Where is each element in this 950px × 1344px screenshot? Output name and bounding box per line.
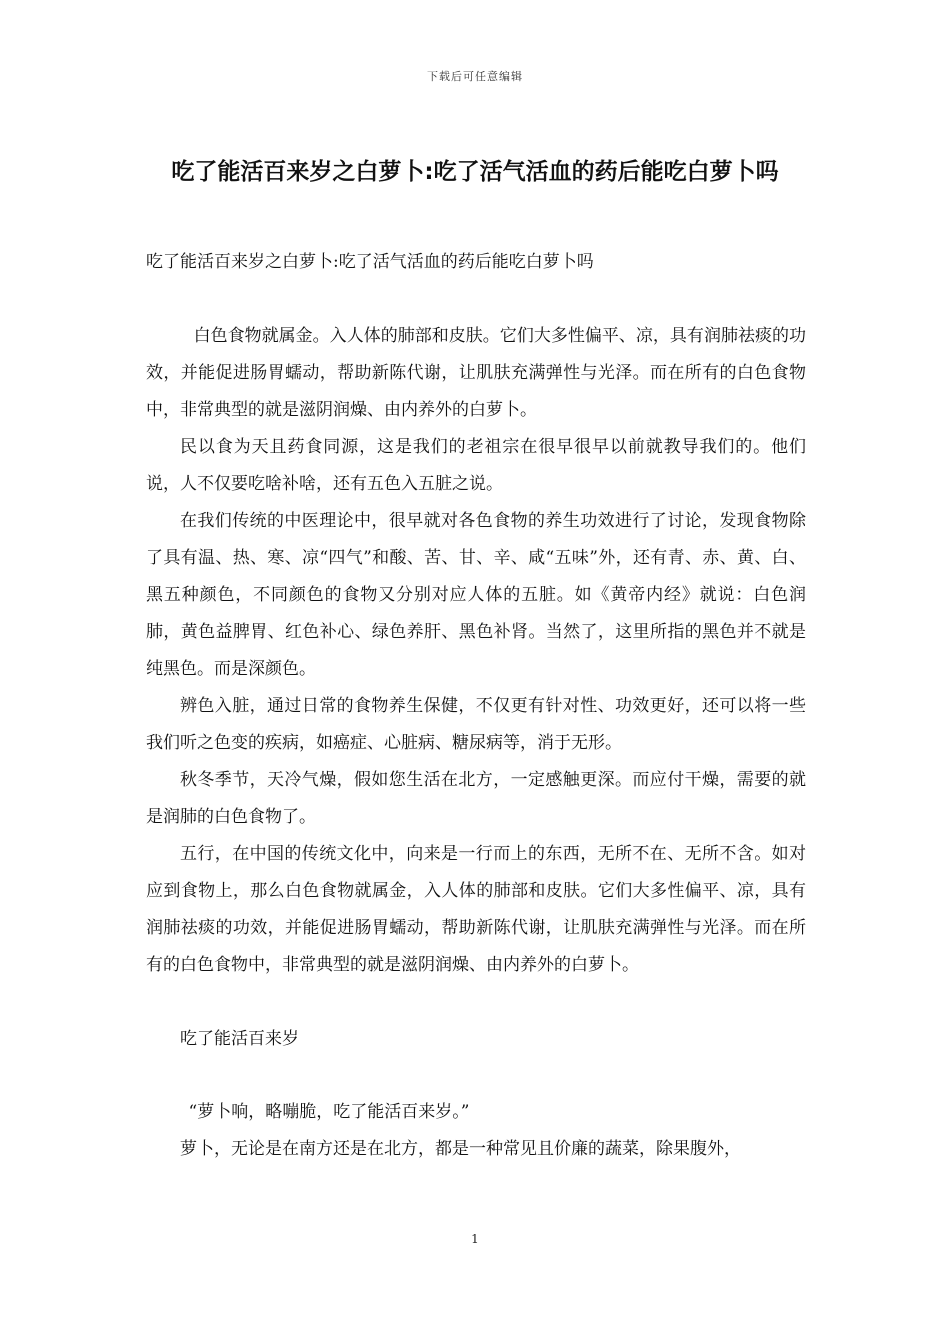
body-paragraph: 白色食物就属金。入人体的肺部和皮肤。它们大多性偏平、凉，具有润肺祛痰的功效，并能促进肠胃蠕动，帮助新陈代谢，让肌肤充满弹性与光泽。而在所有的白色食物中，非常典型的就是滋阴润燥、由内养外的白萝卜。 xyxy=(146,326,806,420)
body-paragraph: 民以食为天且药食同源，这是我们的老祖宗在很早很早以前就教导我们的。他们说，人不仅要吃啥补啥，还有五色入五脏之说。 xyxy=(146,437,806,494)
document-subtitle: 吃了能活百来岁之白萝卜:吃了活气活血的药后能吃白萝卜吗 xyxy=(146,252,594,272)
body-paragraph: 五行，在中国的传统文化中，向来是一行而上的东西，无所不在、无所不含。如对应到食物上，那么白色食物就属金，入人体的肺部和皮肤。它们大多性偏平、凉，具有润肺祛痰的功效，并能促进肠胃蠕动，帮助新陈代谢，让肌肤充满弹性与光泽。而在所有的白色食物中，非常典型的就是滋阴润燥、由内养外的白萝卜。 xyxy=(146,844,806,975)
document-body xyxy=(146,244,806,1168)
quote-paragraph: “萝卜响，略嘣脆，吃了能活百来岁。” xyxy=(188,1102,470,1122)
body-paragraph: 辨色入脏，通过日常的食物养生保健，不仅更有针对性、功效更好，还可以将一些我们听之色变的疾病，如癌症、心脏病、糖尿病等，消于无形。 xyxy=(146,696,806,753)
document-title: 吃了能活百来岁之白萝卜:吃了活气活血的药后能吃白萝卜吗 xyxy=(171,159,779,185)
body-paragraph: 秋冬季节，天冷气燥，假如您生活在北方，一定感触更深。而应付干燥，需要的就是润肺的白色食物了。 xyxy=(146,770,806,827)
body-paragraph: 在我们传统的中医理论中，很早就对各色食物的养生功效进行了讨论，发现食物除了具有温、热、寒、凉“四气”和酸、苦、甘、辛、咸“五味”外，还有青、赤、黄、白、黑五种颜色，不同颜色的食物又分别对应人体的五脏。如《黄帝内经》就说：白色润肺，黄色益脾胃、红色补心、绿色养肝、黑色补肾。当然了，这里所指的黑色并不就是纯黑色。而是深颜色。 xyxy=(146,511,806,679)
section-heading: 吃了能活百来岁 xyxy=(180,1029,299,1049)
page-number: 1 xyxy=(471,1232,479,1246)
header-note: 下载后可任意编辑 xyxy=(427,70,523,83)
body-paragraph: 萝卜，无论是在南方还是在北方，都是一种常见且价廉的蔬菜，除果腹外， xyxy=(180,1139,741,1159)
